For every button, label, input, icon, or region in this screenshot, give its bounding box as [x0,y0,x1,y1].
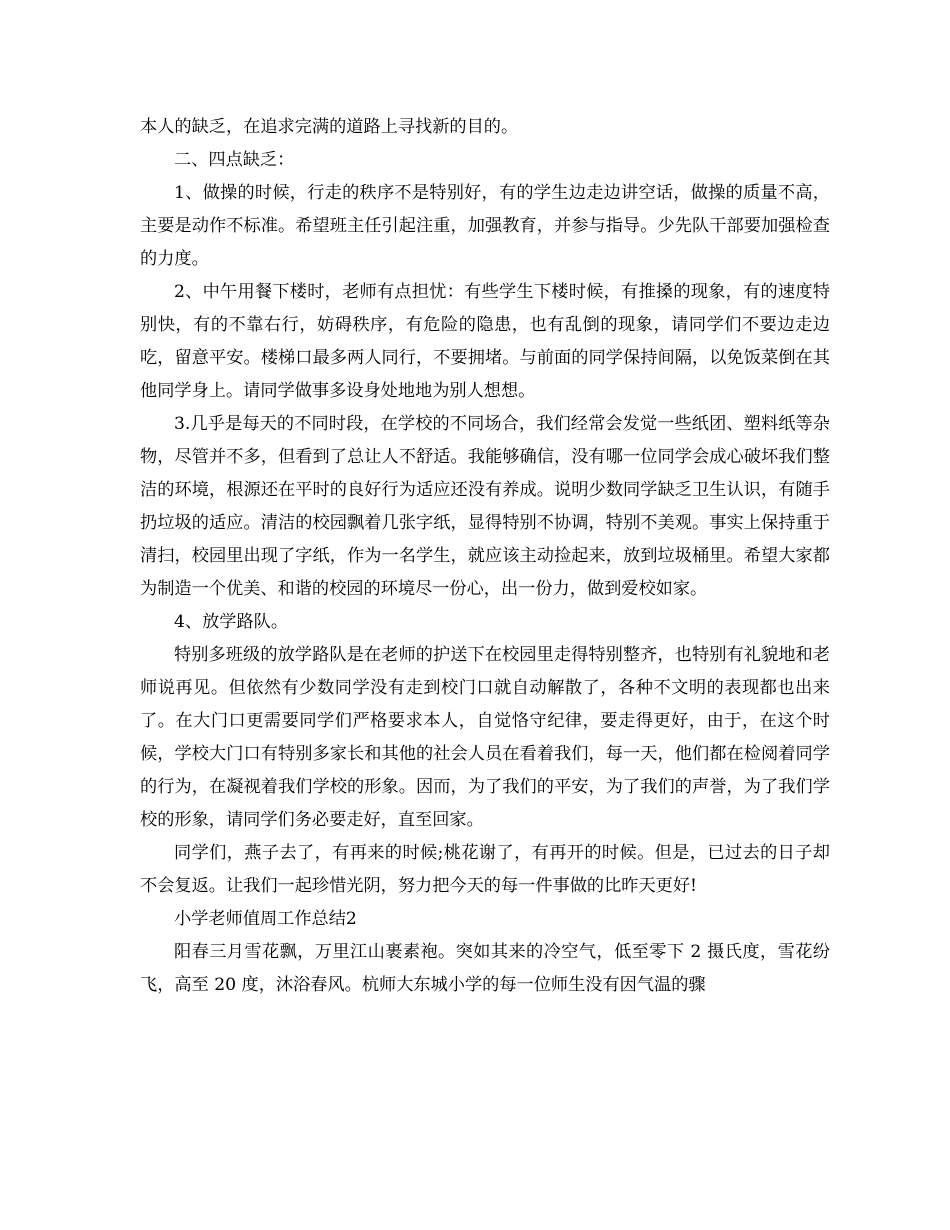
paragraph-item-1: 1、做操的时候，行走的秩序不是特别好，有的学生边走边讲空话，做操的质量不高，主要是动作不标准。希望班主任引起注重，加强教育，并参与指导。少先队干部要加强检查的力度。 [140,183,830,269]
paragraph-continuation: 本人的缺乏，在追求完满的道路上寻找新的目的。 [140,117,519,137]
paragraph-item-4-heading: 4、放学路队。 [174,612,289,632]
paragraph-item-2: 2、中午用餐下楼时，老师有点担忧：有些学生下楼时候，有推搡的现象，有的速度特别快，有的不靠右行，妨碍秩序，有危险的隐患，也有乱倒的现象，请同学们不要边走边吃，留意平安。楼梯口最多两人同行，不要拥堵。与前面的同学保持间隔，以免饭菜倒在其他同学身上。请同学做事多设身处地地为别人想想。 [140,282,830,401]
section-heading-shortcomings: 二、四点缺乏： [174,150,295,170]
paragraph-intro-2: 阳春三月雪花飘，万里江山裹素袍。突如其来的冷空气，低至零下 2 摄氏度，雪花纷飞，高至 20 度，沐浴春风。杭师大东城小学的每一位师生没有因气温的骤 [140,942,830,995]
document-title-2: 小学老师值周工作总结2 [174,909,357,929]
paragraph-item-4-body: 特别多班级的放学路队是在老师的护送下在校园里走得特别整齐，也特别有礼貌地和老师说再见。但依然有少数同学没有走到校门口就自动解散了，各种不文明的表现都也出来了。在大门口更需要同学们严格要求本人，自觉恪守纪律，要走得更好，由于，在这个时候，学校大门口有特别多家长和其他的社会人员在看着我们，每一天，他们都在检阅着同学的行为，在凝视着我们学校的形象。因而，为了我们的平安，为了我们的声誉，为了我们学校的形象，请同学们务必要走好，直至回家。 [140,645,830,830]
document-body [140,111,830,1002]
paragraph-item-3: 3.几乎是每天的不同时段，在学校的不同场合，我们经常会发觉一些纸团、塑料纸等杂物，尽管并不多，但看到了总让人不舒适。我能够确信，没有哪一位同学会成心破坏我们整洁的环境，根源还在平时的良好行为适应还没有养成。说明少数同学缺乏卫生认识，有随手扔垃圾的适应。清洁的校园飘着几张字纸，显得特别不协调，特别不美观。事实上保持重于清扫，校园里出现了字纸，作为一名学生，就应该主动捡起来，放到垃圾桶里。希望大家都为制造一个优美、和谐的校园的环境尽一份心，出一份力，做到爱校如家。 [140,414,830,599]
paragraph-closing: 同学们，燕子去了，有再来的时候;桃花谢了，有再开的时候。但是，已过去的日子却不会复返。让我们一起珍惜光阴，努力把今天的每一件事做的比昨天更好! [140,843,830,896]
